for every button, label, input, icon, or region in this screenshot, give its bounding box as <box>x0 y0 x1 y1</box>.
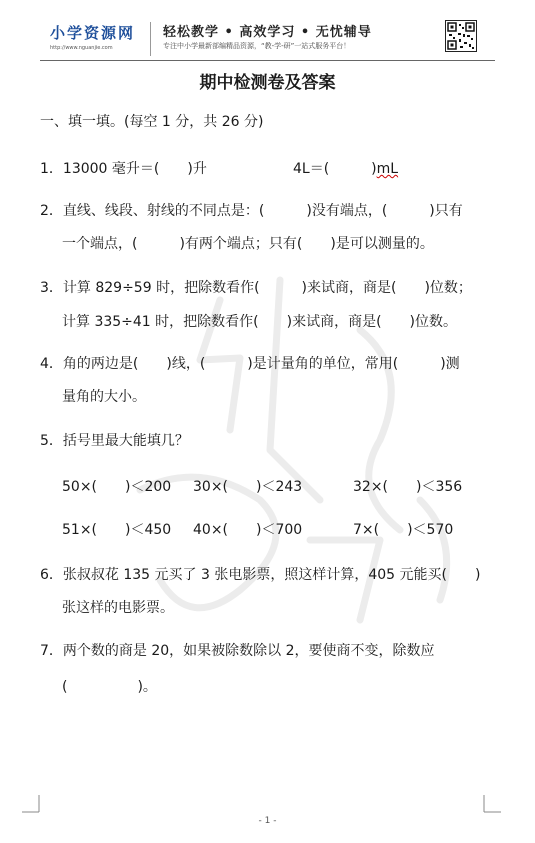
question-7-line1: 7．两个数的商是 20，如果被除数除以 2，要使商不变，除数应 <box>40 643 435 659</box>
question-1a: 1．13000 毫升＝( )升 <box>40 161 207 177</box>
question-1b-text: 4L＝( ) <box>293 161 377 177</box>
question-3-line1: 3．计算 829÷59 时，把除数看作( )来试商，商是( )位数； <box>40 280 472 296</box>
corner-mark <box>22 795 40 813</box>
section-heading: 一、填一填。(每空 1 分，共 26 分) <box>40 114 264 130</box>
q5-item: 30×( )＜243 <box>193 479 303 495</box>
header-rule <box>40 60 495 61</box>
question-1b <box>293 158 398 178</box>
q5-item: 7×( )＜570 <box>353 522 454 538</box>
question-2-line2: 一个端点，( )有两个端点；只有( )是可以测量的。 <box>62 236 434 252</box>
logo-url: http://www.nguanjie.com <box>50 45 113 51</box>
document-title: 期中检测卷及答案 <box>199 73 336 93</box>
question-3-line2: 计算 335÷41 时，把除数看作( )来试商，商是( )位数。 <box>62 314 458 330</box>
question-6-line2: 张这样的电影票。 <box>62 600 174 616</box>
question-4-line2: 量角的大小。 <box>62 389 146 405</box>
question-4-line1: 4．角的两边是( )线，( )是计量角的单位，常用( )测 <box>40 356 460 372</box>
page-number: - 1 - <box>258 816 277 826</box>
header-subtitle: 专注中小学最新部编精品资源，“教-学-研”一站式服务平台！ <box>163 42 351 50</box>
qr-code-icon <box>445 20 477 52</box>
logo-title: 小学资源网 <box>50 24 136 42</box>
question-6-line1: 6．张叔叔花 135 元买了 3 张电影票，照这样计算，405 元能买( ) <box>40 567 481 583</box>
site-logo <box>50 22 150 51</box>
corner-mark <box>483 795 501 813</box>
question-2-line1: 2．直线、线段、射线的不同点是：( )没有端点，( )只有 <box>40 203 463 219</box>
q5-item: 32×( )＜356 <box>353 479 463 495</box>
question-5: 5．括号里最大能填几？ <box>40 433 189 449</box>
header-slogan: 轻松教学 • 高效学习 • 无忧辅导 <box>163 25 372 40</box>
q5-item: 40×( )＜700 <box>193 522 303 538</box>
question-7-line2: ( )。 <box>62 679 157 695</box>
q5-item: 51×( )＜450 <box>62 522 172 538</box>
question-1b-unit: mL <box>376 161 399 177</box>
header-divider <box>150 22 151 56</box>
q5-item: 50×( )＜200 <box>62 479 172 495</box>
